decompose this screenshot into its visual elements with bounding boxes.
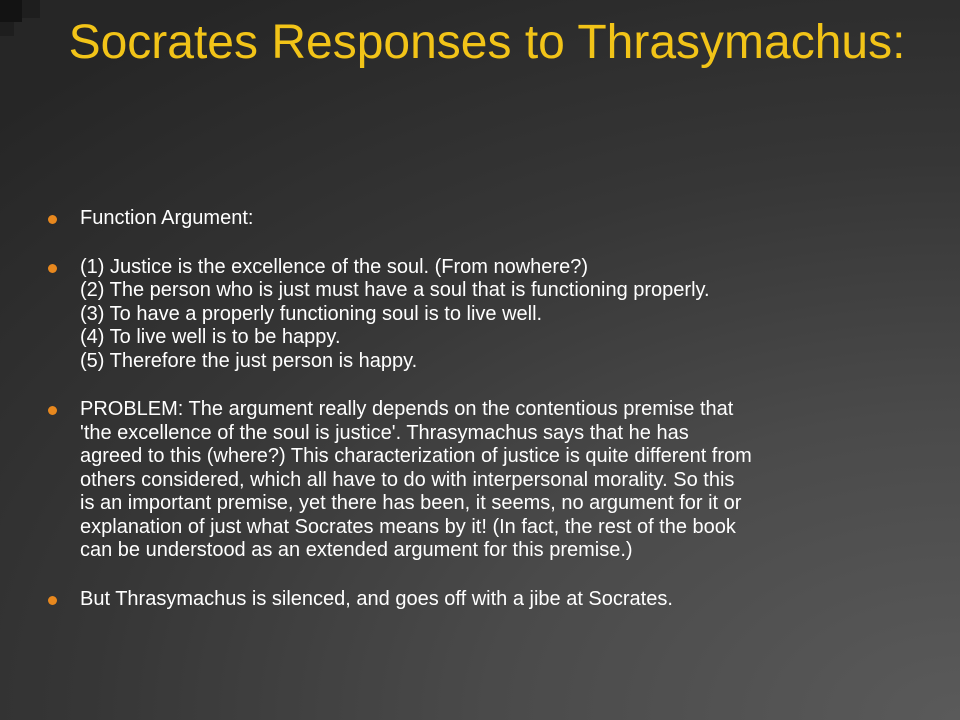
bullet-dot-icon <box>48 215 57 224</box>
bullet-list <box>48 207 918 611</box>
bullet-dot-icon <box>48 596 57 605</box>
bullet-item <box>48 207 918 231</box>
bullet-text: PROBLEM: The argument really depends on the contentious premise that 'the excellence of the soul is justice'. Thrasymachus says that he has agreed to this (where?) This characterization of justice is quite different from others considered, which all have to do with interpersonal morality. So this is an important premise, yet there has been, it seems, no argument for it or explanation of just what Socrates means by it! (In fact, the rest of the book can be understood as an extended argument for this premise.) <box>80 398 752 561</box>
bullet-item <box>48 256 918 374</box>
bullet-dot-icon <box>48 264 57 273</box>
slide-title: Socrates Responses to Thrasymachus: <box>68 16 906 69</box>
bullet-item <box>48 398 918 563</box>
bullet-text: Function Argument: <box>80 207 254 229</box>
bullet-text: But Thrasymachus is silenced, and goes off with a jibe at Socrates. <box>80 587 673 610</box>
bullet-text: (1) Justice is the excellence of the soul. (From nowhere?) (2) The person who is just must have a soul that is functioning properly. (3) To have a properly functioning soul is to live well. (4) To live well is to be happy. (5) Therefore the just person is happy. <box>80 255 710 372</box>
bullet-dot-icon <box>48 406 57 415</box>
bullet-item <box>48 588 918 612</box>
